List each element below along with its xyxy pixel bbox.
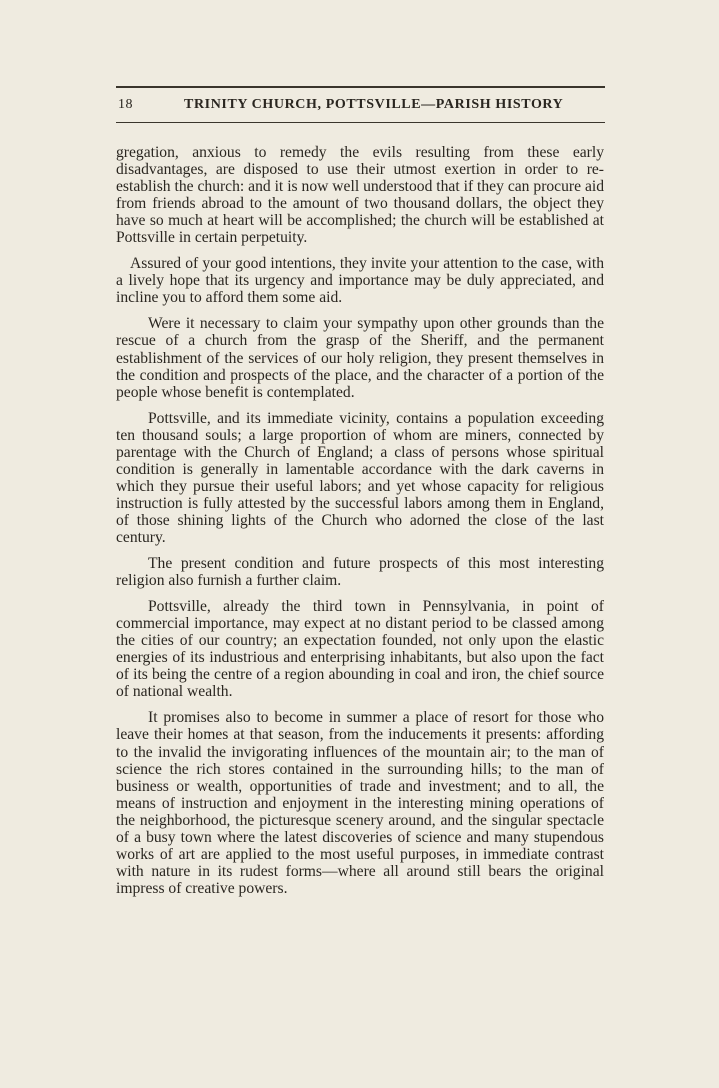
paragraph: Assured of your good intentions, they invite your attention to the case, with a lively hope that its urgency and importance may be duly appreciated, and incline you to afford them some aid. xyxy=(116,255,604,307)
header-bottom-rule xyxy=(116,122,605,123)
paragraph: Pottsville, already the third town in Pennsylvania, in point of commercial importance, may expect at no distant period to be classed among the cities of our country; an expectation founded, not only upon the elastic energies of its industrious and enterprising inhabitants, but also upon the fact of its being the centre of a region abounding in coal and iron, the chief source of national wealth. xyxy=(116,598,604,701)
header-top-rule xyxy=(116,86,605,88)
body-text xyxy=(116,144,604,906)
paragraph: It promises also to become in summer a place of resort for those who leave their homes at that season, from the inducements it presents: affording to the invalid the invigorating influences of the mountain air; to the man of science the rich stores contained in the surrounding hills; to the man of business or wealth, opportunities of trade and investment; and to all, the means of instruction and enjoyment in the interesting mining operations of the neighborhood, the picturesque scenery around, and the singular spectacle of a busy town where the latest discoveries of science and many stupendous works of art are applied to the most useful purposes, in immediate contrast with nature in its rudest forms—where all around still bears the original impress of creative powers. xyxy=(116,709,604,897)
page-number: 18 xyxy=(118,97,133,112)
paragraph: gregation, anxious to remedy the evils resulting from these early disadvantages, are disposed to use their utmost exertion in order to re-establish the church: and it is now well understood that if they can procure aid from friends abroad to the amount of two thousand dollars, the object they have so much at heart will be accomplished; the church will be established at Pottsville in certain perpetuity. xyxy=(116,144,604,247)
paragraph: Were it necessary to claim your sympathy upon other grounds than the rescue of a church from the grasp of the Sheriff, and the permanent establishment of the services of our holy religion, they present themselves in the condition and prospects of the place, and the character of a portion of the people whose benefit is contemplated. xyxy=(116,315,604,401)
paragraph: The present condition and future prospects of this most interesting religion also furnish a further claim. xyxy=(116,555,604,590)
running-title: TRINITY CHURCH, POTTSVILLE—PARISH HISTORY xyxy=(184,97,564,112)
paragraph: Pottsville, and its immediate vicinity, contains a population exceeding ten thousand souls; a large proportion of whom are miners, connected by parentage with the Church of England; a class of persons whose spiritual condition is generally in lamentable accordance with the dark caverns in which they pursue their useful labors; and yet whose capacity for religious instruction is fully attested by the successful labors among them in England, of those shining lights of the Church who adorned the close of the last century. xyxy=(116,409,604,546)
running-header xyxy=(116,94,605,118)
